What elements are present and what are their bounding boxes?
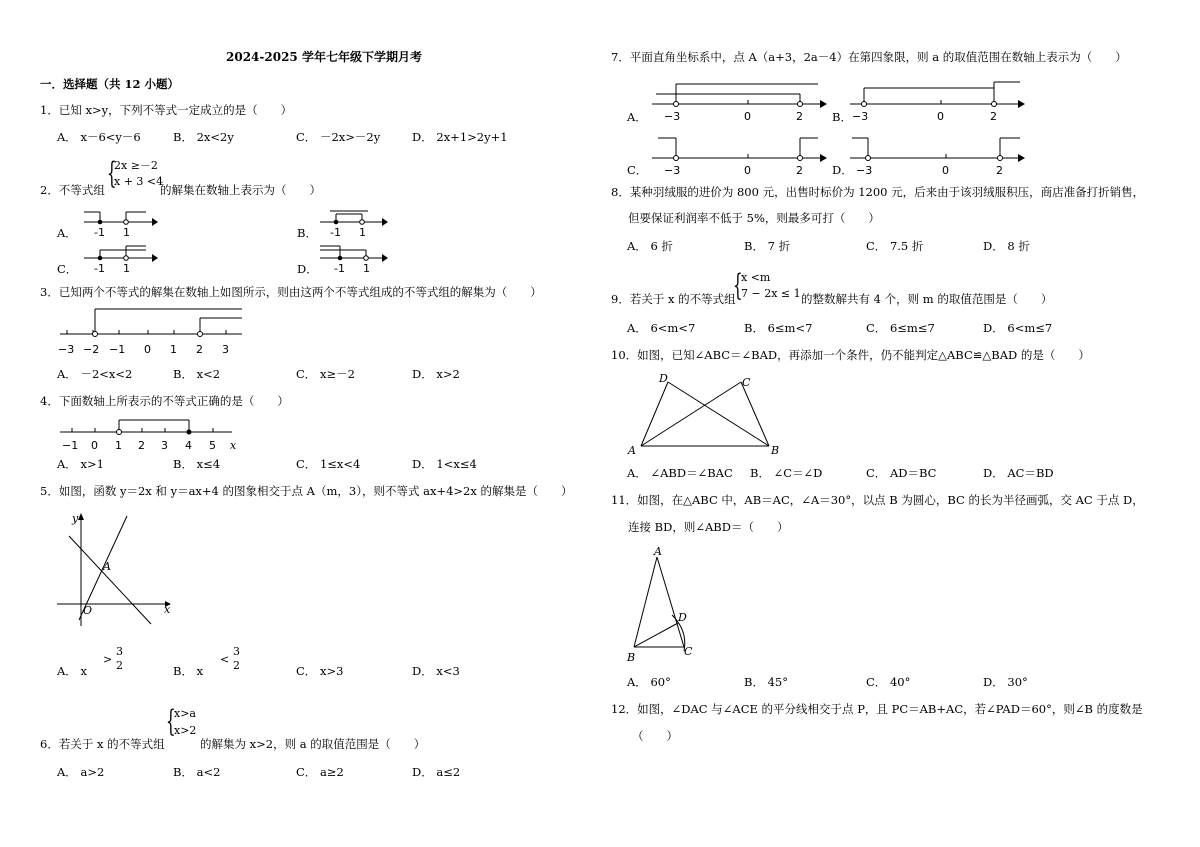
q8-option-b[interactable]: B． 7 折	[744, 239, 791, 253]
q10-option-b[interactable]: B． ∠C＝∠D	[750, 466, 823, 480]
q3-option-b[interactable]: B． x<2	[173, 367, 221, 381]
q6-option-d[interactable]: D． a≤2	[412, 765, 461, 779]
question-9-stem-a: 9．若关于 x 的不等式组	[611, 292, 736, 306]
question-6-stem-b: 的解集为 x>2，则 a 的取值范围是（ ）	[200, 737, 426, 751]
q9-option-d[interactable]: D． 6<m≤7	[983, 321, 1053, 335]
point-d-label: D	[659, 372, 668, 385]
q11-option-d[interactable]: D． 30°	[983, 675, 1028, 689]
q11-option-a[interactable]: A． 60°	[627, 675, 671, 689]
question-11-line-1: 11．如图，在△ABC 中，AB＝AC，∠A＝30°，以点 B 为圆心，BC 的长为半径画弧，交 AC 于点 D，	[611, 493, 1144, 507]
q3-option-a[interactable]: A． －2<x<2	[57, 367, 133, 381]
q9-option-c[interactable]: C． 6≤m≤7	[866, 321, 935, 335]
q2-numberline-d[interactable]	[316, 244, 396, 278]
q5-option-a-frac-top: 3	[116, 645, 123, 658]
q2-system-line-1: 2x ≥－2	[114, 159, 158, 172]
tick-label: -1	[330, 226, 341, 239]
q2-option-a-label[interactable]: A．	[57, 226, 77, 240]
q4-option-a[interactable]: A． x>1	[57, 457, 104, 471]
tick-label: 2	[996, 164, 1003, 177]
q10-option-a[interactable]: A． ∠ABD＝∠BAC	[627, 466, 733, 480]
tick-label: 0	[942, 164, 949, 177]
q5-option-b-frac-top: 3	[233, 645, 240, 658]
q7-numberline-a[interactable]	[650, 78, 830, 126]
question-10-stem: 10．如图，已知∠ABC＝∠BAD，再添加一个条件，仍不能判定△ABC≌△BAD 的是（ ）	[611, 348, 1090, 362]
q8-option-c[interactable]: C． 7.5 折	[866, 239, 924, 253]
point-d-label: D	[678, 611, 687, 624]
y-axis-label: y	[72, 512, 79, 525]
q4-option-d[interactable]: D． 1<x≤4	[412, 457, 477, 471]
tick-label: -1	[334, 262, 345, 275]
q7-option-b-label[interactable]: B．	[832, 110, 852, 124]
tick-label: 1	[363, 262, 370, 275]
tick-label: 1	[123, 226, 130, 239]
question-8-line-1: 8．某种羽绒服的进价为 800 元，出售时标价为 1200 元，后来由于该羽绒服积压，商店准备打折销售，	[611, 185, 1145, 199]
question-4-stem: 4．下面数轴上所表示的不等式正确的是（ ）	[40, 394, 289, 408]
q1-option-a[interactable]: A． x－6<y－6	[57, 130, 141, 144]
q11-option-c[interactable]: C． 40°	[866, 675, 911, 689]
q7-numberline-d[interactable]	[848, 132, 1028, 180]
tick-label: 0	[144, 343, 151, 356]
q3-option-d[interactable]: D． x>2	[412, 367, 460, 381]
q7-numberline-b[interactable]	[848, 78, 1028, 126]
q4-option-b[interactable]: B． x≤4	[173, 457, 221, 471]
tick-label: −3	[664, 164, 681, 177]
tick-label: −3	[58, 343, 75, 356]
q2-option-c-label[interactable]: C．	[57, 262, 78, 276]
tick-label: 1	[359, 226, 366, 239]
tick-label: −1	[109, 343, 126, 356]
q4-numberline	[56, 414, 256, 454]
tick-label: 0	[91, 439, 98, 452]
tick-label: 0	[744, 164, 751, 177]
q1-option-b[interactable]: B． 2x<2y	[173, 130, 234, 144]
tick-label: −2	[83, 343, 100, 356]
section-heading: 一．选择题（共 12 小题）	[40, 77, 180, 91]
q9-system-line-2: 7 − 2x ≤ 1	[741, 287, 801, 300]
q5-option-b-lt: <	[220, 653, 230, 666]
q2-option-d-label[interactable]: D．	[297, 262, 318, 276]
question-7-stem: 7．平面直角坐标系中，点 A（a+3，2a－4）在第四象限，则 a 的取值范围在数轴上表示为（ ）	[611, 50, 1127, 64]
q6-option-a[interactable]: A． a>2	[57, 765, 105, 779]
question-9-stem-b: 的整数解共有 4 个，则 m 的取值范围是（ ）	[801, 292, 1053, 306]
q1-option-c[interactable]: C． －2x>－2y	[296, 130, 381, 144]
q6-system-line-2: x>2	[174, 724, 197, 737]
q9-option-a[interactable]: A． 6<m<7	[627, 321, 696, 335]
tick-label: -1	[94, 226, 105, 239]
axis-label: x	[230, 439, 237, 452]
q5-option-a-gt: >	[103, 653, 113, 666]
q5-option-a[interactable]: A． x	[57, 664, 87, 678]
q10-option-c[interactable]: C． AD＝BC	[866, 466, 937, 480]
question-12-line-1: 12．如图，∠DAC 与∠ACE 的平分线相交于点 P，且 PC＝AB+AC，若∠PAD＝60°，则∠B 的度数是	[611, 702, 1143, 716]
q2-option-b-label[interactable]: B．	[297, 226, 317, 240]
q1-option-d[interactable]: D． 2x+1>2y+1	[412, 130, 508, 144]
q7-option-c-label[interactable]: C．	[627, 163, 648, 177]
point-a-label: A	[628, 444, 636, 457]
tick-label: −3	[852, 110, 869, 123]
q7-option-a-label[interactable]: A．	[627, 110, 647, 124]
tick-label: 1	[170, 343, 177, 356]
tick-label: 3	[222, 343, 229, 356]
tick-label: 1	[123, 262, 130, 275]
question-3-stem: 3．已知两个不等式的解集在数轴上如图所示，则由这两个不等式组成的不等式组的解集为（ ）	[40, 285, 542, 299]
tick-label: 2	[796, 164, 803, 177]
q3-option-c[interactable]: C． x≥－2	[296, 367, 355, 381]
tick-label: 2	[196, 343, 203, 356]
tick-label: 2	[990, 110, 997, 123]
q5-option-b-frac-bot: 2	[233, 659, 240, 672]
point-b-label: B	[627, 651, 636, 664]
system-brace: {	[166, 704, 176, 739]
tick-label: −3	[664, 110, 681, 123]
q9-system-line-1: x <m	[741, 271, 771, 284]
q5-option-d[interactable]: D． x<3	[412, 664, 460, 678]
question-8-line-2: 但要保证利润率不低于 5%，则最多可打（ ）	[628, 211, 880, 225]
question-11-line-2: 连接 BD，则∠ABD＝（ ）	[628, 520, 789, 534]
page-title: 2024-2025 学年七年级下学期月考	[226, 50, 422, 64]
origin-label: O	[83, 604, 93, 617]
q9-option-b[interactable]: B． 6≤m<7	[744, 321, 813, 335]
tick-label: 5	[209, 439, 216, 452]
tick-label: −3	[856, 164, 873, 177]
q2-numberline-c[interactable]	[80, 244, 160, 278]
q6-system-line-1: x>a	[174, 707, 196, 720]
q7-numberline-c[interactable]	[650, 132, 830, 180]
q8-option-a[interactable]: A． 6 折	[627, 239, 673, 253]
question-2-prefix: 2．不等式组	[40, 183, 105, 197]
q7-option-d-label[interactable]: D．	[832, 163, 853, 177]
tick-label: 2	[138, 439, 145, 452]
question-6-stem-a: 6．若关于 x 的不等式组	[40, 737, 165, 751]
q6-option-b[interactable]: B． a<2	[173, 765, 221, 779]
x-axis-label: x	[164, 603, 171, 616]
tick-label: −1	[62, 439, 79, 452]
tick-label: 4	[185, 439, 192, 452]
point-b-label: B	[771, 444, 780, 457]
q3-numberline	[56, 305, 256, 357]
q2-system-line-2: x + 3 <4	[114, 175, 164, 188]
tick-label: 0	[744, 110, 751, 123]
q4-option-c[interactable]: C． 1≤x<4	[296, 457, 361, 471]
tick-label: 3	[161, 439, 168, 452]
q6-option-c[interactable]: C． a≥2	[296, 765, 344, 779]
q5-graph	[55, 510, 175, 630]
system-brace: {	[107, 156, 117, 191]
question-1-stem: 1．已知 x>y，下列不等式一定成立的是（ ）	[40, 103, 293, 117]
tick-label: -1	[94, 262, 105, 275]
tick-label: 0	[937, 110, 944, 123]
question-2-suffix: 的解集在数轴上表示为（ ）	[160, 183, 321, 197]
q5-option-a-frac-bot: 2	[116, 659, 123, 672]
q2-numberline-a[interactable]	[80, 208, 160, 242]
q10-option-d[interactable]: D． AC＝BD	[983, 466, 1054, 480]
q10-figure	[624, 370, 794, 460]
point-a-label: A	[654, 545, 662, 558]
q11-option-b[interactable]: B． 45°	[744, 675, 788, 689]
tick-label: 1	[115, 439, 122, 452]
question-12-line-2: （ ）	[632, 729, 678, 743]
q8-option-d[interactable]: D． 8 折	[983, 239, 1030, 253]
point-c-label: C	[742, 376, 751, 389]
q11-figure	[622, 543, 712, 668]
q5-option-c[interactable]: C． x>3	[296, 664, 344, 678]
tick-label: 2	[796, 110, 803, 123]
system-brace: {	[733, 268, 743, 303]
point-c-label: C	[684, 645, 693, 658]
q5-option-b[interactable]: B． x	[173, 664, 204, 678]
q2-numberline-b[interactable]	[316, 208, 396, 242]
question-5-stem: 5．如图，函数 y＝2x 和 y＝ax+4 的图象相交于点 A（m，3），则不等式 ax+4>2x 的解集是（ ）	[40, 484, 573, 498]
point-a-label: A	[103, 560, 111, 573]
